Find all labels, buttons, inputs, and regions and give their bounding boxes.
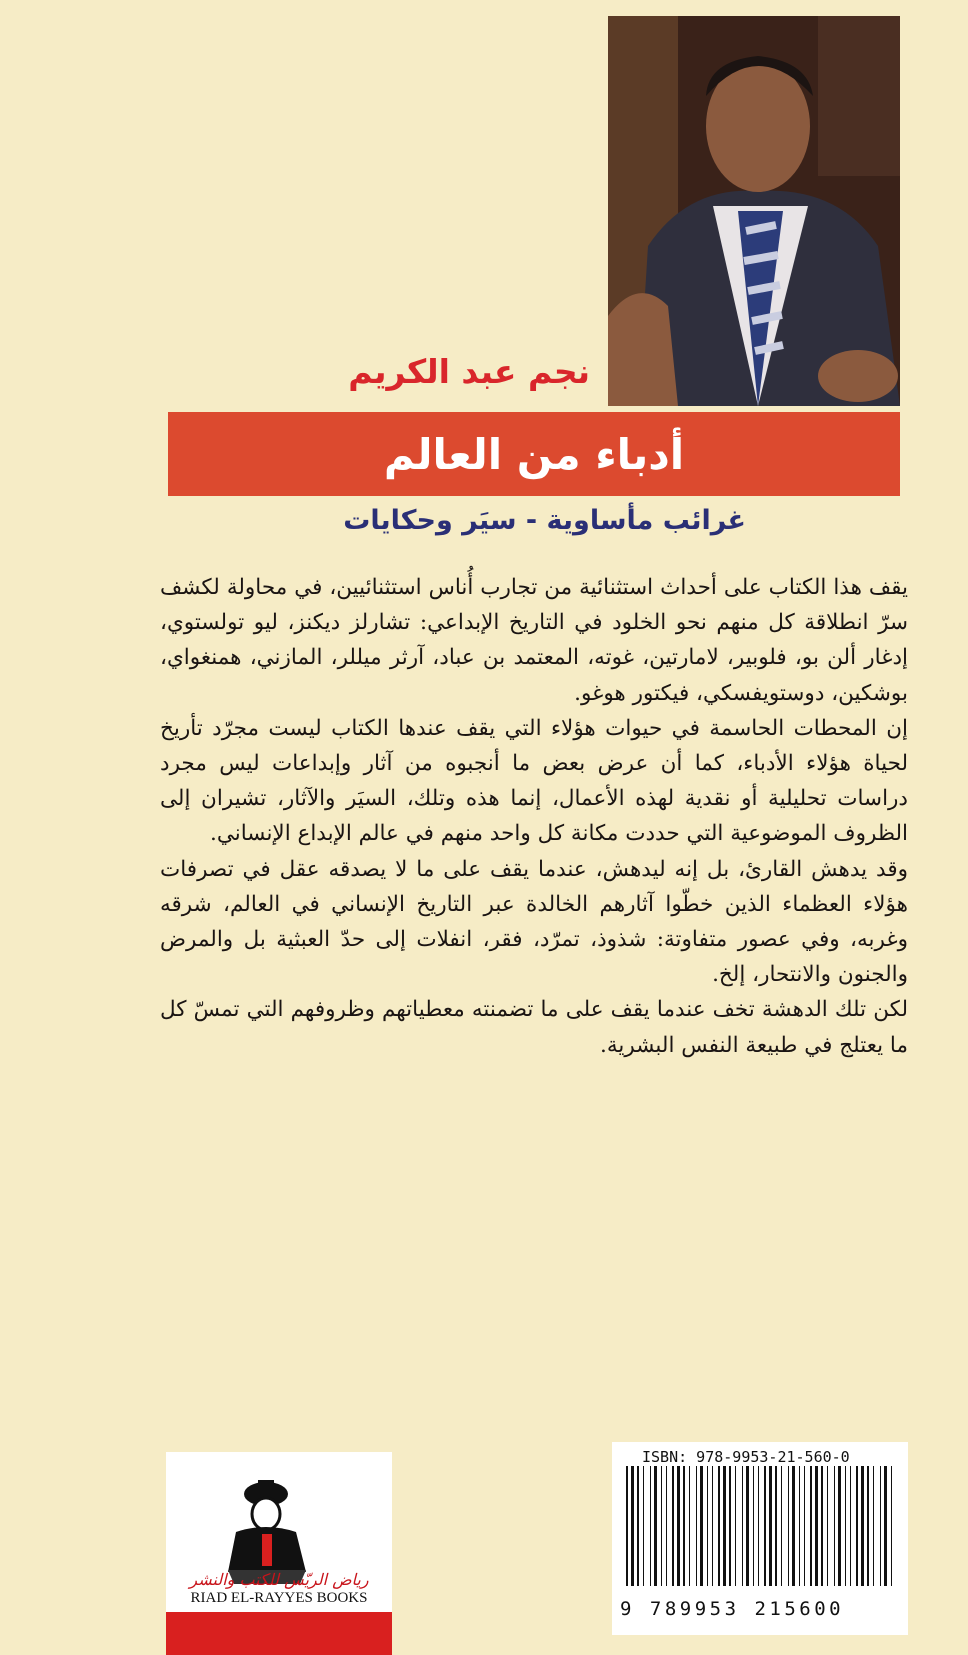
barcode-bar bbox=[810, 1466, 812, 1586]
barcode-bar bbox=[654, 1466, 657, 1586]
barcode-bar bbox=[696, 1466, 697, 1586]
barcode-bar bbox=[643, 1466, 644, 1586]
barcode-bars bbox=[626, 1466, 896, 1586]
barcode-bar bbox=[873, 1466, 874, 1586]
publisher-red-bar bbox=[166, 1612, 392, 1655]
barcode-bar bbox=[891, 1466, 892, 1586]
blurb-paragraph: وقد يدهش القارئ، بل إنه ليدهش، عندما يقف على ما لا يصدقه عقل في تصرفات هؤلاء العظماء الذين خطّوا آثارهم الخالدة عبر التاريخ الإنساني في العالم، شرقه وغربه، وفي عصور متفاوتة: شذوذ، تمرّد، فقر، انفلات إلى حدّ العبثية بل والمرض والجنون والانتحار، إلخ. bbox=[160, 856, 908, 988]
publisher-english-name: RIAD EL-RAYYES BOOKS bbox=[190, 1590, 368, 1606]
barcode-bar bbox=[753, 1466, 754, 1586]
barcode-bar bbox=[735, 1466, 736, 1586]
book-title: أدباء من العالم bbox=[383, 429, 685, 479]
barcode-bar bbox=[746, 1466, 749, 1586]
barcode-bar bbox=[712, 1466, 713, 1586]
barcode-digits: 9 789953 215600 bbox=[620, 1598, 845, 1620]
author-portrait-image bbox=[608, 16, 900, 406]
barcode-bar bbox=[880, 1466, 881, 1586]
barcode-bar bbox=[769, 1466, 772, 1586]
barcode-bar bbox=[677, 1466, 680, 1586]
barcode-bar bbox=[838, 1466, 841, 1586]
barcode-bar bbox=[804, 1466, 805, 1586]
barcode-bar bbox=[792, 1466, 795, 1586]
barcode-bar bbox=[718, 1466, 720, 1586]
barcode-bar bbox=[666, 1466, 667, 1586]
barcode-bar bbox=[723, 1466, 726, 1586]
blurb-paragraph: إن المحطات الحاسمة في حيوات هؤلاء التي يقف عندها الكتاب ليست مجرّد تأريخ لحياة هؤلاء الأدباء، كما أن عرض بعض ما أنجبوه من آثار وإبداعات ليس مجرد دراسات تحليلية أو نقدية لهذه الأعمال، إنما هذه وتلك، السيَر والآثار، تشيران إلى الظروف الموضوعية التي حددت مكانة كل واحد منهم في عالم الإبداع الإنساني. bbox=[160, 715, 908, 847]
book-subtitle: غرائب مأساوية - سيَر وحكايات bbox=[343, 505, 746, 536]
author-photo bbox=[608, 16, 900, 406]
barcode-bar bbox=[861, 1466, 864, 1586]
barcode-bar bbox=[764, 1466, 766, 1586]
barcode-bar bbox=[637, 1466, 639, 1586]
isbn-label: ISBN: 978-9953-21-560-0 bbox=[642, 1448, 850, 1466]
barcode-bar bbox=[850, 1466, 851, 1586]
blurb-paragraph: لكن تلك الدهشة تخف عندما يقف على ما تضمنته معطياتهم وظروفهم التي تمسّ كل ما يعتلج في طبيعة النفس البشرية. bbox=[160, 997, 908, 1058]
barcode-bar bbox=[683, 1466, 685, 1586]
barcode-bar bbox=[845, 1466, 846, 1586]
barcode-bar bbox=[884, 1466, 887, 1586]
barcode-bar bbox=[700, 1466, 703, 1586]
barcode-bar bbox=[689, 1466, 690, 1586]
barcode-bar bbox=[775, 1466, 777, 1586]
publisher-arabic-name: رياض الريّس للكتب والنشر bbox=[189, 1570, 369, 1589]
barcode-bar bbox=[799, 1466, 800, 1586]
barcode-bar bbox=[742, 1466, 743, 1586]
blurb-paragraph: يقف هذا الكتاب على أحداث استثنائية من تجارب أُناس استثنائيين، في محاولة لكشف سرّ انطلاقة كل منهم نحو الخلود في التاريخ الإبداعي: تشارلز ديكنز، ليو تولستوي، إدغار ألن بو، فلوبير، لامارتين، غوته، المعتمد بن عباد، آرثر ميللر، المازني، همنغواي، بوشكين، دوستويفسكي، فيكتور هوغو. bbox=[160, 575, 908, 706]
blurb bbox=[160, 570, 908, 1063]
barcode-bar bbox=[856, 1466, 858, 1586]
author-name: نجم عبد الكريم bbox=[348, 352, 590, 391]
barcode-bar bbox=[650, 1466, 651, 1586]
barcode-bar bbox=[834, 1466, 835, 1586]
barcode-bar bbox=[707, 1466, 708, 1586]
barcode-bar bbox=[827, 1466, 828, 1586]
title-band bbox=[168, 412, 900, 496]
barcode-bar bbox=[626, 1466, 628, 1586]
barcode-bar bbox=[867, 1466, 869, 1586]
barcode-bar bbox=[781, 1466, 782, 1586]
barcode-bar bbox=[729, 1466, 731, 1586]
barcode-bar bbox=[788, 1466, 789, 1586]
barcode-bar bbox=[631, 1466, 634, 1586]
barcode-bar bbox=[821, 1466, 823, 1586]
barcode-bar bbox=[672, 1466, 674, 1586]
barcode-bar bbox=[815, 1466, 818, 1586]
barcode-bar bbox=[661, 1466, 662, 1586]
barcode-bar bbox=[758, 1466, 759, 1586]
